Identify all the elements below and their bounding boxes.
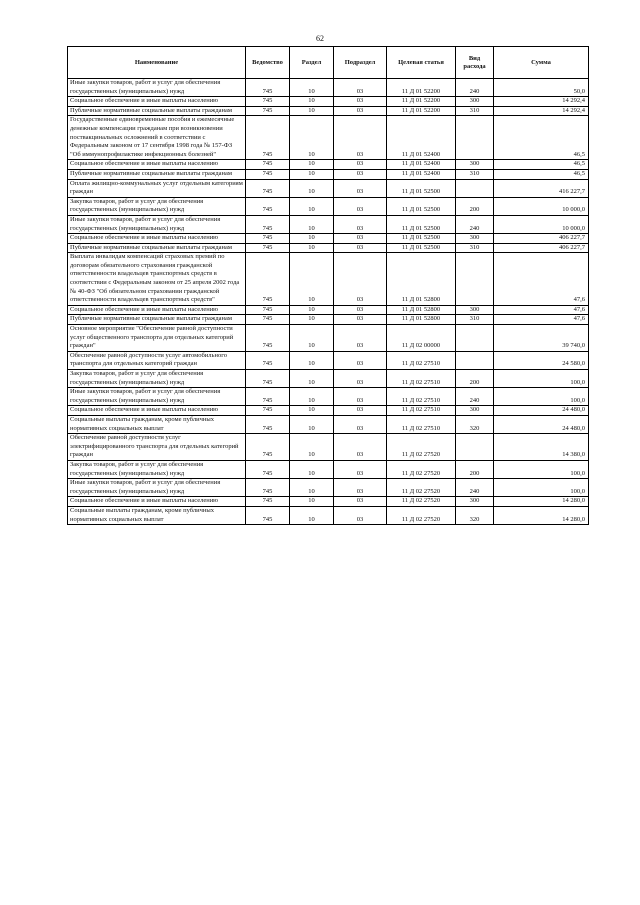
table-row bbox=[68, 351, 589, 369]
cell-amount: 50,0 bbox=[494, 79, 589, 97]
cell-amount: 14 292,4 bbox=[494, 106, 589, 116]
cell-expense-type: 300 bbox=[456, 406, 494, 416]
page-number: 62 bbox=[316, 34, 324, 43]
cell-target-item: 11 Д 01 52500 bbox=[387, 215, 456, 233]
cell-section: 10 bbox=[290, 406, 334, 416]
cell-amount: 46,5 bbox=[494, 160, 589, 170]
cell-section: 10 bbox=[290, 243, 334, 253]
cell-department: 745 bbox=[246, 106, 290, 116]
table-row bbox=[68, 79, 589, 97]
cell-department: 745 bbox=[246, 388, 290, 406]
cell-expense-type bbox=[456, 434, 494, 461]
cell-subsection: 03 bbox=[334, 97, 387, 107]
header-department: Ведомство bbox=[246, 47, 290, 79]
table-row bbox=[68, 169, 589, 179]
table-row bbox=[68, 253, 589, 306]
table-body bbox=[68, 79, 589, 525]
cell-expense-type bbox=[456, 116, 494, 160]
cell-section: 10 bbox=[290, 79, 334, 97]
cell-target-item: 11 Д 02 27520 bbox=[387, 479, 456, 497]
cell-target-item: 11 Д 01 52400 bbox=[387, 116, 456, 160]
table-row bbox=[68, 305, 589, 315]
cell-target-item: 11 Д 02 27520 bbox=[387, 460, 456, 478]
cell-department: 745 bbox=[246, 325, 290, 352]
table-row bbox=[68, 479, 589, 497]
cell-section: 10 bbox=[290, 116, 334, 160]
table-header bbox=[68, 47, 589, 79]
cell-amount: 47,6 bbox=[494, 305, 589, 315]
cell-section: 10 bbox=[290, 179, 334, 197]
cell-section: 10 bbox=[290, 351, 334, 369]
cell-amount: 46,5 bbox=[494, 169, 589, 179]
cell-department: 745 bbox=[246, 415, 290, 433]
cell-target-item: 11 Д 02 27510 bbox=[387, 388, 456, 406]
cell-expense-type: 240 bbox=[456, 79, 494, 97]
cell-name: Публичные нормативные социальные выплаты гражданам bbox=[68, 169, 246, 179]
cell-section: 10 bbox=[290, 253, 334, 306]
cell-amount: 406 227,7 bbox=[494, 243, 589, 253]
cell-subsection: 03 bbox=[334, 434, 387, 461]
cell-expense-type bbox=[456, 325, 494, 352]
cell-amount: 14 292,4 bbox=[494, 97, 589, 107]
table-row bbox=[68, 434, 589, 461]
cell-target-item: 11 Д 01 52200 bbox=[387, 106, 456, 116]
cell-subsection: 03 bbox=[334, 479, 387, 497]
cell-name: Социальное обеспечение и иные выплаты населению bbox=[68, 234, 246, 244]
cell-amount: 100,0 bbox=[494, 370, 589, 388]
cell-section: 10 bbox=[290, 169, 334, 179]
cell-section: 10 bbox=[290, 325, 334, 352]
cell-name: Социальные выплаты гражданам, кроме публичных нормативных социальных выплат bbox=[68, 506, 246, 524]
cell-section: 10 bbox=[290, 197, 334, 215]
cell-department: 745 bbox=[246, 497, 290, 507]
table-row bbox=[68, 325, 589, 352]
cell-expense-type: 310 bbox=[456, 243, 494, 253]
cell-department: 745 bbox=[246, 434, 290, 461]
cell-name: Социальное обеспечение и иные выплаты населению bbox=[68, 160, 246, 170]
table-row bbox=[68, 179, 589, 197]
cell-expense-type: 240 bbox=[456, 215, 494, 233]
cell-target-item: 11 Д 01 52500 bbox=[387, 179, 456, 197]
table-row bbox=[68, 370, 589, 388]
cell-amount: 100,0 bbox=[494, 479, 589, 497]
cell-name: Выплата инвалидам компенсаций страховых премий по договорам обязательного страхования гражданской ответственности владельцев транспортных средств в соответствии с Федеральным законом от 25 апреля 2002 года № 40-ФЗ "Об обязательном страховании гражданской ответственности владельцев транспортных средств" bbox=[68, 253, 246, 306]
cell-target-item: 11 Д 01 52200 bbox=[387, 79, 456, 97]
cell-name: Основное мероприятие "Обеспечение равной доступности услуг общественного транспорта для отдельных категорий граждан" bbox=[68, 325, 246, 352]
cell-expense-type: 200 bbox=[456, 197, 494, 215]
cell-subsection: 03 bbox=[334, 79, 387, 97]
cell-section: 10 bbox=[290, 97, 334, 107]
cell-name: Обеспечение равной доступности услуг электрифицированного транспорта для отдельных категорий граждан bbox=[68, 434, 246, 461]
table-row bbox=[68, 406, 589, 416]
cell-section: 10 bbox=[290, 370, 334, 388]
cell-department: 745 bbox=[246, 305, 290, 315]
header-target-item: Целевая статья bbox=[387, 47, 456, 79]
cell-target-item: 11 Д 02 27520 bbox=[387, 506, 456, 524]
cell-department: 745 bbox=[246, 479, 290, 497]
cell-subsection: 03 bbox=[334, 169, 387, 179]
cell-subsection: 03 bbox=[334, 506, 387, 524]
cell-amount: 100,0 bbox=[494, 388, 589, 406]
cell-expense-type: 300 bbox=[456, 97, 494, 107]
cell-name: Иные закупки товаров, работ и услуг для обеспечения государственных (муниципальных) нужд bbox=[68, 388, 246, 406]
cell-expense-type: 300 bbox=[456, 234, 494, 244]
cell-amount: 14 380,0 bbox=[494, 434, 589, 461]
cell-subsection: 03 bbox=[334, 460, 387, 478]
cell-department: 745 bbox=[246, 315, 290, 325]
cell-amount: 39 740,0 bbox=[494, 325, 589, 352]
cell-section: 10 bbox=[290, 305, 334, 315]
table-row bbox=[68, 415, 589, 433]
cell-subsection: 03 bbox=[334, 243, 387, 253]
cell-expense-type: 300 bbox=[456, 305, 494, 315]
cell-subsection: 03 bbox=[334, 253, 387, 306]
cell-section: 10 bbox=[290, 315, 334, 325]
cell-subsection: 03 bbox=[334, 325, 387, 352]
cell-section: 10 bbox=[290, 215, 334, 233]
cell-name: Закупка товаров, работ и услуг для обеспечения государственных (муниципальных) нужд bbox=[68, 460, 246, 478]
cell-expense-type: 320 bbox=[456, 415, 494, 433]
cell-expense-type: 300 bbox=[456, 497, 494, 507]
table-row bbox=[68, 197, 589, 215]
cell-expense-type: 240 bbox=[456, 388, 494, 406]
cell-department: 745 bbox=[246, 506, 290, 524]
cell-amount: 24 580,0 bbox=[494, 351, 589, 369]
cell-department: 745 bbox=[246, 116, 290, 160]
cell-target-item: 11 Д 01 52400 bbox=[387, 169, 456, 179]
cell-name: Оплата жилищно-коммунальных услуг отдельным категориям граждан bbox=[68, 179, 246, 197]
cell-amount: 100,0 bbox=[494, 460, 589, 478]
cell-department: 745 bbox=[246, 243, 290, 253]
cell-department: 745 bbox=[246, 215, 290, 233]
cell-section: 10 bbox=[290, 234, 334, 244]
cell-target-item: 11 Д 01 52800 bbox=[387, 305, 456, 315]
table-row bbox=[68, 315, 589, 325]
cell-target-item: 11 Д 02 27510 bbox=[387, 370, 456, 388]
table-row bbox=[68, 460, 589, 478]
cell-name: Социальное обеспечение и иные выплаты населению bbox=[68, 406, 246, 416]
cell-name: Публичные нормативные социальные выплаты гражданам bbox=[68, 315, 246, 325]
cell-amount: 47,6 bbox=[494, 315, 589, 325]
table-row bbox=[68, 97, 589, 107]
cell-department: 745 bbox=[246, 253, 290, 306]
cell-subsection: 03 bbox=[334, 106, 387, 116]
budget-table bbox=[67, 46, 589, 525]
cell-amount: 10 000,0 bbox=[494, 197, 589, 215]
cell-amount: 14 280,0 bbox=[494, 506, 589, 524]
cell-target-item: 11 Д 02 27520 bbox=[387, 497, 456, 507]
cell-subsection: 03 bbox=[334, 315, 387, 325]
cell-amount: 406 227,7 bbox=[494, 234, 589, 244]
cell-expense-type: 300 bbox=[456, 160, 494, 170]
cell-amount: 24 480,0 bbox=[494, 406, 589, 416]
table-row bbox=[68, 116, 589, 160]
cell-name: Иные закупки товаров, работ и услуг для обеспечения государственных (муниципальных) нужд bbox=[68, 79, 246, 97]
table-row bbox=[68, 160, 589, 170]
cell-name: Закупка товаров, работ и услуг для обеспечения государственных (муниципальных) нужд bbox=[68, 197, 246, 215]
header-row bbox=[68, 47, 589, 79]
cell-target-item: 11 Д 01 52800 bbox=[387, 315, 456, 325]
cell-target-item: 11 Д 01 52500 bbox=[387, 197, 456, 215]
cell-department: 745 bbox=[246, 169, 290, 179]
table-row bbox=[68, 243, 589, 253]
cell-name: Иные закупки товаров, работ и услуг для обеспечения государственных (муниципальных) нужд bbox=[68, 215, 246, 233]
cell-target-item: 11 Д 01 52400 bbox=[387, 160, 456, 170]
cell-department: 745 bbox=[246, 179, 290, 197]
cell-department: 745 bbox=[246, 370, 290, 388]
cell-subsection: 03 bbox=[334, 305, 387, 315]
cell-section: 10 bbox=[290, 479, 334, 497]
cell-department: 745 bbox=[246, 79, 290, 97]
table-row bbox=[68, 215, 589, 233]
cell-name: Иные закупки товаров, работ и услуг для обеспечения государственных (муниципальных) нужд bbox=[68, 479, 246, 497]
cell-name: Закупка товаров, работ и услуг для обеспечения государственных (муниципальных) нужд bbox=[68, 370, 246, 388]
cell-subsection: 03 bbox=[334, 116, 387, 160]
cell-name: Социальное обеспечение и иные выплаты населению bbox=[68, 497, 246, 507]
cell-amount: 14 280,0 bbox=[494, 497, 589, 507]
cell-target-item: 11 Д 02 27510 bbox=[387, 351, 456, 369]
cell-department: 745 bbox=[246, 160, 290, 170]
cell-department: 745 bbox=[246, 197, 290, 215]
cell-expense-type: 240 bbox=[456, 479, 494, 497]
cell-target-item: 11 Д 02 27520 bbox=[387, 434, 456, 461]
cell-target-item: 11 Д 01 52200 bbox=[387, 97, 456, 107]
cell-name: Социальное обеспечение и иные выплаты населению bbox=[68, 305, 246, 315]
cell-target-item: 11 Д 01 52800 bbox=[387, 253, 456, 306]
cell-section: 10 bbox=[290, 160, 334, 170]
header-name: Наименование bbox=[68, 47, 246, 79]
header-expense-type: Вид расхода bbox=[456, 47, 494, 79]
cell-subsection: 03 bbox=[334, 415, 387, 433]
cell-subsection: 03 bbox=[334, 406, 387, 416]
cell-amount: 46,5 bbox=[494, 116, 589, 160]
cell-expense-type bbox=[456, 253, 494, 306]
table-row bbox=[68, 497, 589, 507]
cell-department: 745 bbox=[246, 460, 290, 478]
cell-subsection: 03 bbox=[334, 497, 387, 507]
cell-subsection: 03 bbox=[334, 160, 387, 170]
cell-target-item: 11 Д 02 27510 bbox=[387, 415, 456, 433]
cell-name: Обеспечение равной доступности услуг автомобильного транспорта для отдельных категорий граждан bbox=[68, 351, 246, 369]
cell-name: Публичные нормативные социальные выплаты гражданам bbox=[68, 106, 246, 116]
cell-section: 10 bbox=[290, 106, 334, 116]
cell-subsection: 03 bbox=[334, 388, 387, 406]
cell-expense-type: 200 bbox=[456, 460, 494, 478]
cell-subsection: 03 bbox=[334, 351, 387, 369]
cell-department: 745 bbox=[246, 97, 290, 107]
cell-section: 10 bbox=[290, 497, 334, 507]
cell-amount: 47,6 bbox=[494, 253, 589, 306]
cell-amount: 10 000,0 bbox=[494, 215, 589, 233]
cell-target-item: 11 Д 02 00000 bbox=[387, 325, 456, 352]
cell-expense-type bbox=[456, 179, 494, 197]
table-row bbox=[68, 106, 589, 116]
cell-section: 10 bbox=[290, 506, 334, 524]
cell-subsection: 03 bbox=[334, 234, 387, 244]
cell-section: 10 bbox=[290, 460, 334, 478]
cell-target-item: 11 Д 01 52500 bbox=[387, 234, 456, 244]
cell-department: 745 bbox=[246, 234, 290, 244]
cell-subsection: 03 bbox=[334, 370, 387, 388]
header-subsection: Подраздел bbox=[334, 47, 387, 79]
cell-expense-type: 310 bbox=[456, 106, 494, 116]
cell-department: 745 bbox=[246, 406, 290, 416]
table-row bbox=[68, 234, 589, 244]
cell-name: Публичные нормативные социальные выплаты гражданам bbox=[68, 243, 246, 253]
cell-amount: 416 227,7 bbox=[494, 179, 589, 197]
table-row bbox=[68, 388, 589, 406]
header-section: Раздел bbox=[290, 47, 334, 79]
cell-department: 745 bbox=[246, 351, 290, 369]
cell-section: 10 bbox=[290, 434, 334, 461]
cell-subsection: 03 bbox=[334, 179, 387, 197]
cell-name: Социальные выплаты гражданам, кроме публичных нормативных социальных выплат bbox=[68, 415, 246, 433]
cell-section: 10 bbox=[290, 388, 334, 406]
cell-subsection: 03 bbox=[334, 197, 387, 215]
cell-name: Социальное обеспечение и иные выплаты населению bbox=[68, 97, 246, 107]
cell-expense-type: 310 bbox=[456, 315, 494, 325]
cell-section: 10 bbox=[290, 415, 334, 433]
cell-expense-type bbox=[456, 351, 494, 369]
cell-target-item: 11 Д 01 52500 bbox=[387, 243, 456, 253]
cell-amount: 24 480,0 bbox=[494, 415, 589, 433]
table-row bbox=[68, 506, 589, 524]
cell-subsection: 03 bbox=[334, 215, 387, 233]
cell-expense-type: 200 bbox=[456, 370, 494, 388]
cell-expense-type: 310 bbox=[456, 169, 494, 179]
header-amount: Сумма bbox=[494, 47, 589, 79]
cell-name: Государственные единовременные пособия и ежемесячные денежные компенсации гражданам при возникновении поствакцинальных осложнений в соответствии с Федеральным законом от 17 сентября 1998 года № 157-ФЗ "Об иммунопрофилактике инфекционных болезней" bbox=[68, 116, 246, 160]
cell-expense-type: 320 bbox=[456, 506, 494, 524]
cell-target-item: 11 Д 02 27510 bbox=[387, 406, 456, 416]
